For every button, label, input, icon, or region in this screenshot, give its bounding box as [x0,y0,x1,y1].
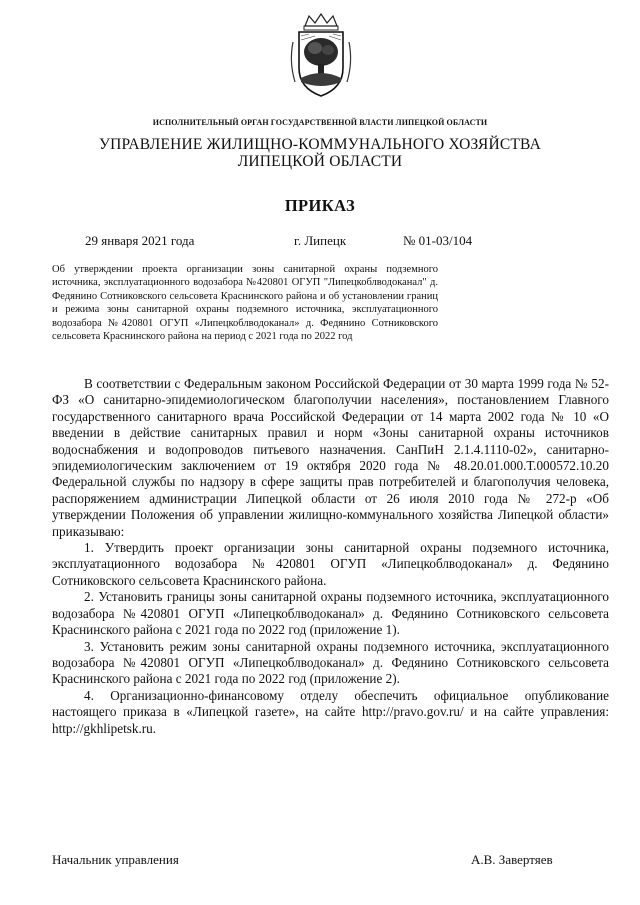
order-item-4: 4. Организационно-финансовому отделу обеспечить официальное опубликование настоящего приказа в «Липецкой газете», на сайте http://pravo.gov.ru/ и на сайте управления: http://gkhlipetsk.ru. [52,687,609,736]
order-date: 29 января 2021 года [85,233,195,248]
order-item-1: 1. Утвердить проект организации зоны санитарной охраны подземного источника, эксплуатационного водозабора №420801 ОГУП «Липецкоблводоканал» д. Федянино Сотниковского сельсовета Краснинского района. [52,540,609,588]
order-body [52,376,609,737]
signer-title: Начальник управления [52,852,179,867]
order-item-3: 3. Установить режим зоны санитарной охраны подземного источника, эксплуатационного водозабора №420801 ОГУП «Липецкоблводоканал» д. Федянино Сотниковского сельсовета Краснинского района с 2021 года по 2022 год (приложение 2). [52,638,609,687]
issuer-authority: ИСПОЛНИТЕЛЬНЫЙ ОРГАН ГОСУДАРСТВЕННОЙ ВЛАСТИ ЛИПЕЦКОЙ ОБЛАСТИ [152,118,488,127]
signer-name: А.В. Завертяев [471,852,553,867]
coat-of-arms-icon [285,12,357,100]
order-subject: Об утверждении проекта организации зоны санитарной охраны подземного источника, эксплуатационного водозабора №420801 ОГУП "Липецкоблводоканал" д. Федянино Сотниковского сельсовета Краснинского района и об установлении границ и режима зоны санитарной охраны подземного источника, эксплуатационного водозабора №420801 ОГУП «Липецкоблводоканал» д. Федянино Сотниковского сельсовета Краснинского района на период с 2021 года по 2022 год [52,264,438,343]
order-item-2: 2. Установить границы зоны санитарной охраны подземного источника, эксплуатационного водозабора №420801 ОГУП «Липецкоблводоканал» д. Федянино Сотниковского сельсовета Краснинского района с 2021 года по 2022 год (приложение 1). [52,589,609,638]
order-preamble: В соответствии с Федеральным законом Российской Федерации от 30 марта 1999 года № 52-ФЗ «О санитарно-эпидемиологическом благополучии населения», постановлением Главного государственного санитарного врача Российской Федерации от 14 марта 2002 года № 10 «О введении в действие санитарных правил и норм «Зоны санитарной охраны источников водоснабжения и водопроводов питьевого назначения. СанПиН 2.1.4.1110-02», санитарно-эпидемиологическим заключением от 19 октября 2020 года № 48.20.01.000.Т.000572.10.20 Федеральной службы по надзору в сфере защиты прав потребителей и благополучия человека, распоряжением администрации Липецкой области от 26 июля 2010 года № 272-р «Об утверждении Положения об управлении жилищно-коммунального хозяйства Липецкой области» приказываю: [52,376,609,539]
department-name [0,136,640,170]
order-number: № 01-03/104 [403,233,473,248]
document-type-title: ПРИКАЗ [284,196,356,215]
department-line-2: ЛИПЕЦКОЙ ОБЛАСТИ [237,153,403,170]
department-line-1: УПРАВЛЕНИЕ ЖИЛИЩНО-КОММУНАЛЬНОГО ХОЗЯЙСТВА [98,136,541,153]
order-place: г. Липецк [294,233,347,248]
